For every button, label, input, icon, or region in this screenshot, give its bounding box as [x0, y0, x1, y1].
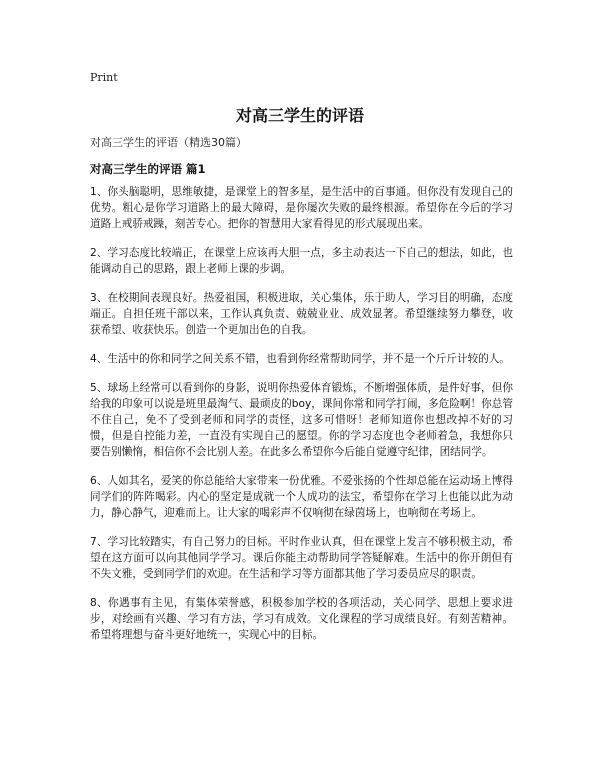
- comment-list: [90, 184, 513, 656]
- comment-paragraph-5: 5、球场上经常可以看到你的身影，说明你热爱体育锻炼，不断增强体质，是件好事，但你给我的印象可以说是班里最淘气、最顽皮的boy，课间你常和同学打闹，多危险啊！你总管不住自己，免不了受到老师和同学的责怪，这多可惜呀！老师知道你也想改掉不好的习惯，但是自控能力差，一直没有实现自己的愿望。你的学习态度也令老师着急，我想你只要告别懒惰，相信你不会比别人差。在此多么希望你今后能自觉遵守纪律，团结同学。: [90, 382, 513, 458]
- comment-paragraph-6: 6、人如其名，爱笑的你总能给大家带来一份优雅。不爱张扬的个性却总能在运动场上博得同学们的阵阵喝彩。内心的坚定是成就一个人成功的法宝，希望你在学习上也能以此为动力，静心静气，迎难而上。让大家的喝彩声不仅响彻在绿茵场上，也响彻在考场上。: [90, 475, 513, 519]
- section-heading: 对高三学生的评语 篇1: [90, 162, 206, 176]
- comment-paragraph-4: 4、生活中的你和同学之间关系不错，也看到你经常帮助同学，并不是一个斤斤计较的人。: [90, 353, 510, 365]
- page-title: 对高三学生的评语: [235, 106, 364, 125]
- comment-paragraph-2: 2、学习态度比较端正，在课堂上应该再大胆一点，多主动表达一下自己的想法，如此，也能调动自己的思路，跟上老师上课的步调。: [90, 247, 513, 275]
- document-subtitle: 对高三学生的评语（精选30篇）: [90, 136, 247, 149]
- comment-paragraph-3: 3、在校期间表现良好。热爱祖国，积极进取，关心集体，乐于助人，学习目的明确，态度端正。自担任班干部以来，工作认真负责、兢兢业业、成效显著。希望继续努力攀登，收获希望、收获快乐。创造一个更加出色的自我。: [90, 292, 513, 336]
- comment-paragraph-1: 1、你头脑聪明，思维敏捷，是课堂上的智多星，是生活中的百事通。但你没有发现自己的优势。粗心是你学习道路上的最大障碍，是你屡次失败的最终根源。希望你在今后的学习道路上戒骄戒躁，刻苦专心。把你的智慧用大家看得见的形式展现出来。: [90, 186, 513, 230]
- comment-paragraph-8: 8、你遇事有主见，有集体荣誉感，积极参加学校的各项活动，关心同学、思想上要求进步，对绘画有兴趣、学习有方法，学习有成效。文化课程的学习成绩良好。有刻苦精神。希望将理想与奋斗更好地统一，实现心中的目标。: [90, 597, 513, 641]
- print-link[interactable]: Print: [90, 71, 118, 84]
- comment-paragraph-7: 7、学习比较踏实，有自己努力的目标。平时作业认真，但在课堂上发言不够积极主动，希望在这方面可以向其他同学学习。课后你能主动帮助同学答疑解难。生活中的你开朗但有不失文雅，受到同学们的欢迎。在生活和学习等方面都其他了学习委员应尽的职责。: [90, 536, 513, 580]
